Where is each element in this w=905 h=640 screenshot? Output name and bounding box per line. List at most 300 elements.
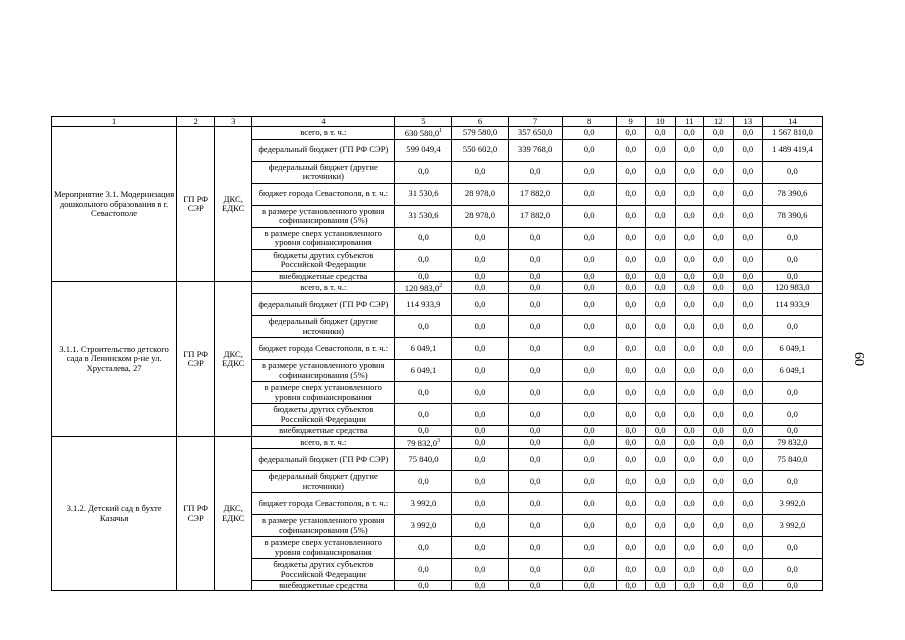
value-cell: 0,0 bbox=[675, 493, 703, 515]
value-cell: 0,0 bbox=[703, 559, 733, 581]
value-cell bbox=[395, 581, 452, 591]
value-text: 0,0 bbox=[418, 563, 429, 574]
value-text: 630 580,0 bbox=[404, 128, 440, 139]
value-cell: 550 602,0 bbox=[452, 139, 508, 161]
value-cell bbox=[395, 559, 452, 581]
value-cell: 0,0 bbox=[616, 316, 645, 338]
value-cell: 0,0 bbox=[675, 559, 703, 581]
value-cell: 0,0 bbox=[508, 559, 562, 581]
value-cell: 0,0 bbox=[616, 515, 645, 537]
value-cell: 17 882,0 bbox=[508, 205, 562, 227]
value-cell: 3 992,0 bbox=[762, 493, 822, 515]
value-cell: 0,0 bbox=[733, 338, 762, 360]
value-cell: 0,0 bbox=[703, 338, 733, 360]
funding-source-cell: бюджеты других субъектов Российской Федерации bbox=[252, 559, 395, 581]
value-cell: 0,0 bbox=[562, 227, 616, 249]
value-cell: 0,0 bbox=[645, 127, 675, 139]
value-cell: 0,0 bbox=[675, 316, 703, 338]
value-cell: 28 978,0 bbox=[452, 183, 508, 205]
table-body bbox=[52, 127, 823, 591]
value-cell: 0,0 bbox=[508, 471, 562, 493]
value-cell: 0,0 bbox=[452, 161, 508, 183]
value-cell: 0,0 bbox=[452, 493, 508, 515]
value-cell: 0,0 bbox=[645, 493, 675, 515]
value-text: 6 049,1 bbox=[410, 343, 437, 354]
value-cell bbox=[395, 139, 452, 161]
value-cell: 0,0 bbox=[675, 436, 703, 448]
value-cell: 339 768,0 bbox=[508, 139, 562, 161]
column-number-header: 7 bbox=[508, 117, 562, 127]
activity-name-cell: Мероприятие 3.1. Модернизация дошкольного образования в г. Севастополе bbox=[52, 127, 177, 282]
funding-source-cell: в размере установленного уровня софинансирования (5%) bbox=[252, 205, 395, 227]
activity-name-cell: 3.1.1. Строительство детского сада в Ленинском р-не ул. Хрусталева, 27 bbox=[52, 282, 177, 437]
value-text: 0,0 bbox=[418, 232, 429, 243]
value-cell: 0,0 bbox=[733, 205, 762, 227]
value-cell: 0,0 bbox=[703, 581, 733, 591]
value-cell: 0,0 bbox=[733, 139, 762, 161]
value-text: 0,0 bbox=[418, 580, 429, 591]
value-cell: 0,0 bbox=[616, 161, 645, 183]
value-cell: 0,0 bbox=[733, 161, 762, 183]
value-cell: 0,0 bbox=[733, 537, 762, 559]
value-cell: 0,0 bbox=[562, 338, 616, 360]
value-cell: 0,0 bbox=[645, 249, 675, 271]
funding-source-cell: федеральный бюджет (другие источники) bbox=[252, 161, 395, 183]
value-text: 0,0 bbox=[418, 321, 429, 332]
value-cell: 0,0 bbox=[762, 581, 822, 591]
value-cell: 0,0 bbox=[703, 426, 733, 436]
value-cell: 0,0 bbox=[562, 139, 616, 161]
funding-source-cell: федеральный бюджет (другие источники) bbox=[252, 471, 395, 493]
value-cell: 0,0 bbox=[562, 205, 616, 227]
funding-source-cell: в размере установленного уровня софинансирования (5%) bbox=[252, 515, 395, 537]
value-cell: 0,0 bbox=[562, 436, 616, 448]
value-cell bbox=[395, 183, 452, 205]
funding-source-cell: федеральный бюджет (ГП РФ СЭР) bbox=[252, 139, 395, 161]
value-cell: 78 390,6 bbox=[762, 183, 822, 205]
value-cell: 0,0 bbox=[703, 271, 733, 281]
value-cell bbox=[395, 127, 452, 139]
value-cell: 0,0 bbox=[508, 449, 562, 471]
value-cell: 0,0 bbox=[733, 559, 762, 581]
funding-source-cell: внебюджетные средства bbox=[252, 426, 395, 436]
value-cell: 0,0 bbox=[616, 436, 645, 448]
value-cell: 0,0 bbox=[645, 404, 675, 426]
value-cell: 0,0 bbox=[508, 282, 562, 294]
value-cell: 0,0 bbox=[508, 382, 562, 404]
value-cell: 0,0 bbox=[703, 161, 733, 183]
value-cell: 0,0 bbox=[645, 537, 675, 559]
value-cell: 0,0 bbox=[616, 559, 645, 581]
value-cell: 0,0 bbox=[703, 249, 733, 271]
funding-source-cell: бюджеты других субъектов Российской Федерации bbox=[252, 404, 395, 426]
value-cell: 0,0 bbox=[562, 537, 616, 559]
value-cell: 0,0 bbox=[703, 205, 733, 227]
value-cell: 0,0 bbox=[762, 382, 822, 404]
value-cell bbox=[395, 227, 452, 249]
value-cell: 0,0 bbox=[675, 227, 703, 249]
value-cell: 0,0 bbox=[675, 183, 703, 205]
value-cell bbox=[395, 471, 452, 493]
value-cell: 0,0 bbox=[703, 282, 733, 294]
value-cell: 0,0 bbox=[562, 559, 616, 581]
value-cell: 0,0 bbox=[675, 127, 703, 139]
value-cell: 28 978,0 bbox=[452, 205, 508, 227]
value-text: 0,0 bbox=[418, 387, 429, 398]
value-cell: 0,0 bbox=[452, 282, 508, 294]
activity-name-cell: 3.1.2. Детский сад в бухте Казачья bbox=[52, 436, 177, 591]
value-cell: 0,0 bbox=[703, 360, 733, 382]
value-cell: 0,0 bbox=[703, 436, 733, 448]
footnote-marker: 2 bbox=[439, 283, 443, 290]
value-cell: 0,0 bbox=[508, 338, 562, 360]
column-number-header: 11 bbox=[675, 117, 703, 127]
executor-cell: ДКС, ЕДКС bbox=[215, 282, 252, 437]
value-cell: 0,0 bbox=[562, 282, 616, 294]
value-cell: 0,0 bbox=[616, 205, 645, 227]
value-cell: 0,0 bbox=[675, 282, 703, 294]
funding-source-cell: в размере сверх установленного уровня софинансирования bbox=[252, 227, 395, 249]
value-cell: 0,0 bbox=[562, 294, 616, 316]
funding-source-cell: всего, в т. ч.: bbox=[252, 282, 395, 294]
column-number-header: 8 bbox=[562, 117, 616, 127]
value-cell: 0,0 bbox=[733, 404, 762, 426]
value-text: 0,0 bbox=[418, 425, 429, 436]
value-cell: 0,0 bbox=[452, 436, 508, 448]
value-cell: 0,0 bbox=[733, 271, 762, 281]
value-cell: 0,0 bbox=[508, 436, 562, 448]
value-cell: 0,0 bbox=[616, 183, 645, 205]
value-cell: 0,0 bbox=[562, 581, 616, 591]
value-cell: 79 832,0 bbox=[762, 436, 822, 448]
value-cell bbox=[395, 316, 452, 338]
value-cell: 0,0 bbox=[645, 515, 675, 537]
value-cell: 0,0 bbox=[733, 294, 762, 316]
value-cell: 0,0 bbox=[616, 249, 645, 271]
value-cell: 0,0 bbox=[616, 282, 645, 294]
funding-source-cell: бюджет города Севастополя, в т. ч.: bbox=[252, 493, 395, 515]
value-text: 31 530,6 bbox=[408, 210, 439, 221]
value-cell: 0,0 bbox=[703, 139, 733, 161]
value-cell: 0,0 bbox=[762, 537, 822, 559]
value-cell: 0,0 bbox=[562, 404, 616, 426]
value-cell: 0,0 bbox=[703, 404, 733, 426]
value-cell: 579 580,0 bbox=[452, 127, 508, 139]
value-cell bbox=[395, 449, 452, 471]
value-cell: 0,0 bbox=[645, 426, 675, 436]
column-number-header: 13 bbox=[733, 117, 762, 127]
value-cell: 0,0 bbox=[616, 139, 645, 161]
value-text: 6 049,1 bbox=[410, 365, 437, 376]
value-cell: 0,0 bbox=[733, 360, 762, 382]
value-cell: 120 983,0 bbox=[762, 282, 822, 294]
value-cell bbox=[395, 271, 452, 281]
funding-source-cell: всего, в т. ч.: bbox=[252, 436, 395, 448]
value-cell: 0,0 bbox=[645, 449, 675, 471]
value-cell: 0,0 bbox=[616, 360, 645, 382]
value-cell: 0,0 bbox=[616, 581, 645, 591]
value-cell: 0,0 bbox=[675, 294, 703, 316]
value-cell bbox=[395, 515, 452, 537]
value-cell bbox=[395, 338, 452, 360]
value-cell: 0,0 bbox=[452, 581, 508, 591]
value-cell: 0,0 bbox=[703, 537, 733, 559]
value-cell: 0,0 bbox=[762, 271, 822, 281]
value-cell: 0,0 bbox=[508, 493, 562, 515]
value-cell: 0,0 bbox=[733, 493, 762, 515]
value-cell: 0,0 bbox=[703, 493, 733, 515]
funding-source-cell: внебюджетные средства bbox=[252, 271, 395, 281]
value-cell: 0,0 bbox=[562, 493, 616, 515]
value-cell: 0,0 bbox=[508, 294, 562, 316]
value-cell: 1 489 419,4 bbox=[762, 139, 822, 161]
value-cell: 0,0 bbox=[562, 360, 616, 382]
value-cell: 0,0 bbox=[616, 493, 645, 515]
value-cell: 0,0 bbox=[452, 426, 508, 436]
value-cell: 6 049,1 bbox=[762, 338, 822, 360]
value-cell: 0,0 bbox=[703, 515, 733, 537]
value-cell: 0,0 bbox=[452, 471, 508, 493]
value-cell: 0,0 bbox=[452, 249, 508, 271]
value-cell: 0,0 bbox=[452, 316, 508, 338]
value-cell: 0,0 bbox=[645, 183, 675, 205]
column-number-header: 10 bbox=[645, 117, 675, 127]
value-text: 114 933,9 bbox=[406, 299, 441, 310]
value-cell: 0,0 bbox=[703, 382, 733, 404]
value-cell: 0,0 bbox=[616, 404, 645, 426]
value-cell: 0,0 bbox=[675, 449, 703, 471]
funding-source-cell: федеральный бюджет (ГП РФ СЭР) bbox=[252, 449, 395, 471]
funding-source-cell: в размере установленного уровня софинансирования (5%) bbox=[252, 360, 395, 382]
value-text: 0,0 bbox=[418, 166, 429, 177]
column-number-header: 5 bbox=[395, 117, 452, 127]
value-cell bbox=[395, 282, 452, 294]
value-cell bbox=[395, 205, 452, 227]
value-cell: 0,0 bbox=[762, 249, 822, 271]
value-cell: 0,0 bbox=[762, 161, 822, 183]
value-cell: 0,0 bbox=[508, 404, 562, 426]
value-cell: 0,0 bbox=[562, 515, 616, 537]
value-cell bbox=[395, 436, 452, 448]
value-cell: 0,0 bbox=[703, 183, 733, 205]
value-cell: 0,0 bbox=[508, 515, 562, 537]
value-text: 79 832,0 bbox=[406, 437, 437, 448]
value-cell: 0,0 bbox=[562, 161, 616, 183]
value-cell: 0,0 bbox=[733, 426, 762, 436]
value-cell: 0,0 bbox=[733, 127, 762, 139]
value-cell: 0,0 bbox=[675, 426, 703, 436]
value-cell: 0,0 bbox=[562, 382, 616, 404]
value-cell: 0,0 bbox=[452, 449, 508, 471]
value-cell: 0,0 bbox=[675, 338, 703, 360]
executor-cell: ДКС, ЕДКС bbox=[215, 436, 252, 591]
value-cell: 0,0 bbox=[645, 559, 675, 581]
value-cell: 0,0 bbox=[733, 249, 762, 271]
value-cell: 0,0 bbox=[508, 316, 562, 338]
value-cell: 0,0 bbox=[562, 471, 616, 493]
funding-source-cell: всего, в т. ч.: bbox=[252, 127, 395, 139]
value-cell: 1 567 810,0 bbox=[762, 127, 822, 139]
value-cell: 0,0 bbox=[616, 338, 645, 360]
column-number-header: 2 bbox=[177, 117, 215, 127]
value-cell: 0,0 bbox=[675, 249, 703, 271]
value-cell: 0,0 bbox=[645, 316, 675, 338]
value-cell: 0,0 bbox=[675, 360, 703, 382]
value-cell: 0,0 bbox=[703, 294, 733, 316]
value-cell: 0,0 bbox=[616, 537, 645, 559]
value-cell bbox=[395, 404, 452, 426]
value-cell: 0,0 bbox=[762, 404, 822, 426]
value-cell: 0,0 bbox=[703, 227, 733, 249]
value-cell: 0,0 bbox=[508, 360, 562, 382]
table-row bbox=[52, 282, 823, 294]
value-cell: 0,0 bbox=[703, 316, 733, 338]
value-cell: 0,0 bbox=[616, 227, 645, 249]
value-text: 0,0 bbox=[418, 475, 429, 486]
value-cell: 0,0 bbox=[562, 426, 616, 436]
column-number-header-row bbox=[52, 117, 823, 127]
value-cell: 0,0 bbox=[675, 139, 703, 161]
value-cell bbox=[395, 537, 452, 559]
value-cell: 0,0 bbox=[562, 249, 616, 271]
value-cell: 0,0 bbox=[452, 227, 508, 249]
funding-source-cell: бюджеты других субъектов Российской Федерации bbox=[252, 249, 395, 271]
value-cell: 0,0 bbox=[733, 515, 762, 537]
value-cell: 0,0 bbox=[616, 271, 645, 281]
value-cell: 0,0 bbox=[616, 471, 645, 493]
program-cell: ГП РФ СЭР bbox=[177, 282, 215, 437]
value-cell: 0,0 bbox=[508, 271, 562, 281]
value-cell: 0,0 bbox=[645, 382, 675, 404]
program-cell: ГП РФ СЭР bbox=[177, 127, 215, 282]
value-cell: 0,0 bbox=[733, 581, 762, 591]
value-cell: 0,0 bbox=[562, 127, 616, 139]
value-cell: 75 840,0 bbox=[762, 449, 822, 471]
funding-source-cell: бюджет города Севастополя, в т. ч.: bbox=[252, 338, 395, 360]
value-cell: 0,0 bbox=[645, 205, 675, 227]
value-cell: 0,0 bbox=[645, 436, 675, 448]
value-cell: 0,0 bbox=[452, 294, 508, 316]
value-text: 0,0 bbox=[418, 541, 429, 552]
table-row bbox=[52, 436, 823, 448]
value-cell: 0,0 bbox=[508, 581, 562, 591]
column-number-header: 9 bbox=[616, 117, 645, 127]
footnote-marker: 1 bbox=[439, 128, 443, 135]
value-cell: 0,0 bbox=[616, 426, 645, 436]
value-cell: 0,0 bbox=[616, 449, 645, 471]
column-number-header: 1 bbox=[52, 117, 177, 127]
value-cell: 0,0 bbox=[562, 316, 616, 338]
value-cell: 0,0 bbox=[616, 294, 645, 316]
column-number-header: 6 bbox=[452, 117, 508, 127]
value-text: 599 049,4 bbox=[406, 144, 441, 155]
value-cell: 0,0 bbox=[562, 449, 616, 471]
value-cell: 0,0 bbox=[562, 183, 616, 205]
value-cell: 0,0 bbox=[733, 382, 762, 404]
value-text: 3 992,0 bbox=[410, 497, 437, 508]
value-cell: 0,0 bbox=[452, 559, 508, 581]
value-cell: 0,0 bbox=[645, 360, 675, 382]
table-row bbox=[52, 127, 823, 139]
value-cell: 0,0 bbox=[675, 382, 703, 404]
value-cell bbox=[395, 294, 452, 316]
value-cell: 0,0 bbox=[703, 471, 733, 493]
value-cell: 0,0 bbox=[675, 205, 703, 227]
funding-source-cell: бюджет города Севастополя, в т. ч.: bbox=[252, 183, 395, 205]
funding-source-cell: федеральный бюджет (ГП РФ СЭР) bbox=[252, 294, 395, 316]
value-cell: 0,0 bbox=[762, 426, 822, 436]
value-cell: 114 933,9 bbox=[762, 294, 822, 316]
value-cell bbox=[395, 249, 452, 271]
value-cell: 0,0 bbox=[703, 449, 733, 471]
value-cell: 0,0 bbox=[452, 537, 508, 559]
value-cell: 0,0 bbox=[645, 161, 675, 183]
value-cell: 0,0 bbox=[508, 537, 562, 559]
value-text: 31 530,6 bbox=[408, 188, 439, 199]
funding-source-cell: в размере сверх установленного уровня софинансирования bbox=[252, 537, 395, 559]
value-cell: 0,0 bbox=[508, 249, 562, 271]
value-cell: 0,0 bbox=[645, 282, 675, 294]
budget-table-container bbox=[51, 116, 823, 591]
value-cell: 0,0 bbox=[762, 471, 822, 493]
value-cell: 0,0 bbox=[645, 471, 675, 493]
value-cell: 0,0 bbox=[645, 139, 675, 161]
value-cell: 0,0 bbox=[452, 382, 508, 404]
value-cell: 0,0 bbox=[733, 282, 762, 294]
column-number-header: 4 bbox=[252, 117, 395, 127]
value-cell: 0,0 bbox=[616, 127, 645, 139]
value-cell: 0,0 bbox=[675, 271, 703, 281]
funding-source-cell: федеральный бюджет (другие источники) bbox=[252, 316, 395, 338]
value-cell: 0,0 bbox=[675, 581, 703, 591]
value-cell: 17 882,0 bbox=[508, 183, 562, 205]
value-cell: 0,0 bbox=[733, 316, 762, 338]
value-cell: 0,0 bbox=[452, 360, 508, 382]
value-cell: 0,0 bbox=[675, 471, 703, 493]
value-cell: 0,0 bbox=[762, 227, 822, 249]
value-text: 75 840,0 bbox=[408, 453, 439, 464]
value-cell: 0,0 bbox=[616, 382, 645, 404]
value-cell bbox=[395, 382, 452, 404]
value-cell: 0,0 bbox=[508, 227, 562, 249]
executor-cell: ДКС, ЕДКС bbox=[215, 127, 252, 282]
value-cell: 0,0 bbox=[452, 271, 508, 281]
value-cell: 0,0 bbox=[675, 404, 703, 426]
value-cell bbox=[395, 161, 452, 183]
value-cell: 0,0 bbox=[733, 183, 762, 205]
value-cell: 0,0 bbox=[645, 294, 675, 316]
value-cell: 0,0 bbox=[645, 271, 675, 281]
value-cell: 0,0 bbox=[675, 537, 703, 559]
value-text: 3 992,0 bbox=[410, 519, 437, 530]
budget-table bbox=[51, 116, 823, 591]
value-cell: 0,0 bbox=[733, 449, 762, 471]
column-number-header: 14 bbox=[762, 117, 822, 127]
value-cell: 0,0 bbox=[733, 227, 762, 249]
value-cell: 0,0 bbox=[645, 581, 675, 591]
value-cell: 0,0 bbox=[452, 338, 508, 360]
value-cell: 0,0 bbox=[508, 426, 562, 436]
value-cell: 78 390,6 bbox=[762, 205, 822, 227]
funding-source-cell: внебюджетные средства bbox=[252, 581, 395, 591]
column-number-header: 3 bbox=[215, 117, 252, 127]
program-cell: ГП РФ СЭР bbox=[177, 436, 215, 591]
value-cell: 0,0 bbox=[703, 127, 733, 139]
value-cell bbox=[395, 493, 452, 515]
value-text: 0,0 bbox=[418, 254, 429, 265]
value-cell: 0,0 bbox=[645, 338, 675, 360]
value-cell: 0,0 bbox=[645, 227, 675, 249]
